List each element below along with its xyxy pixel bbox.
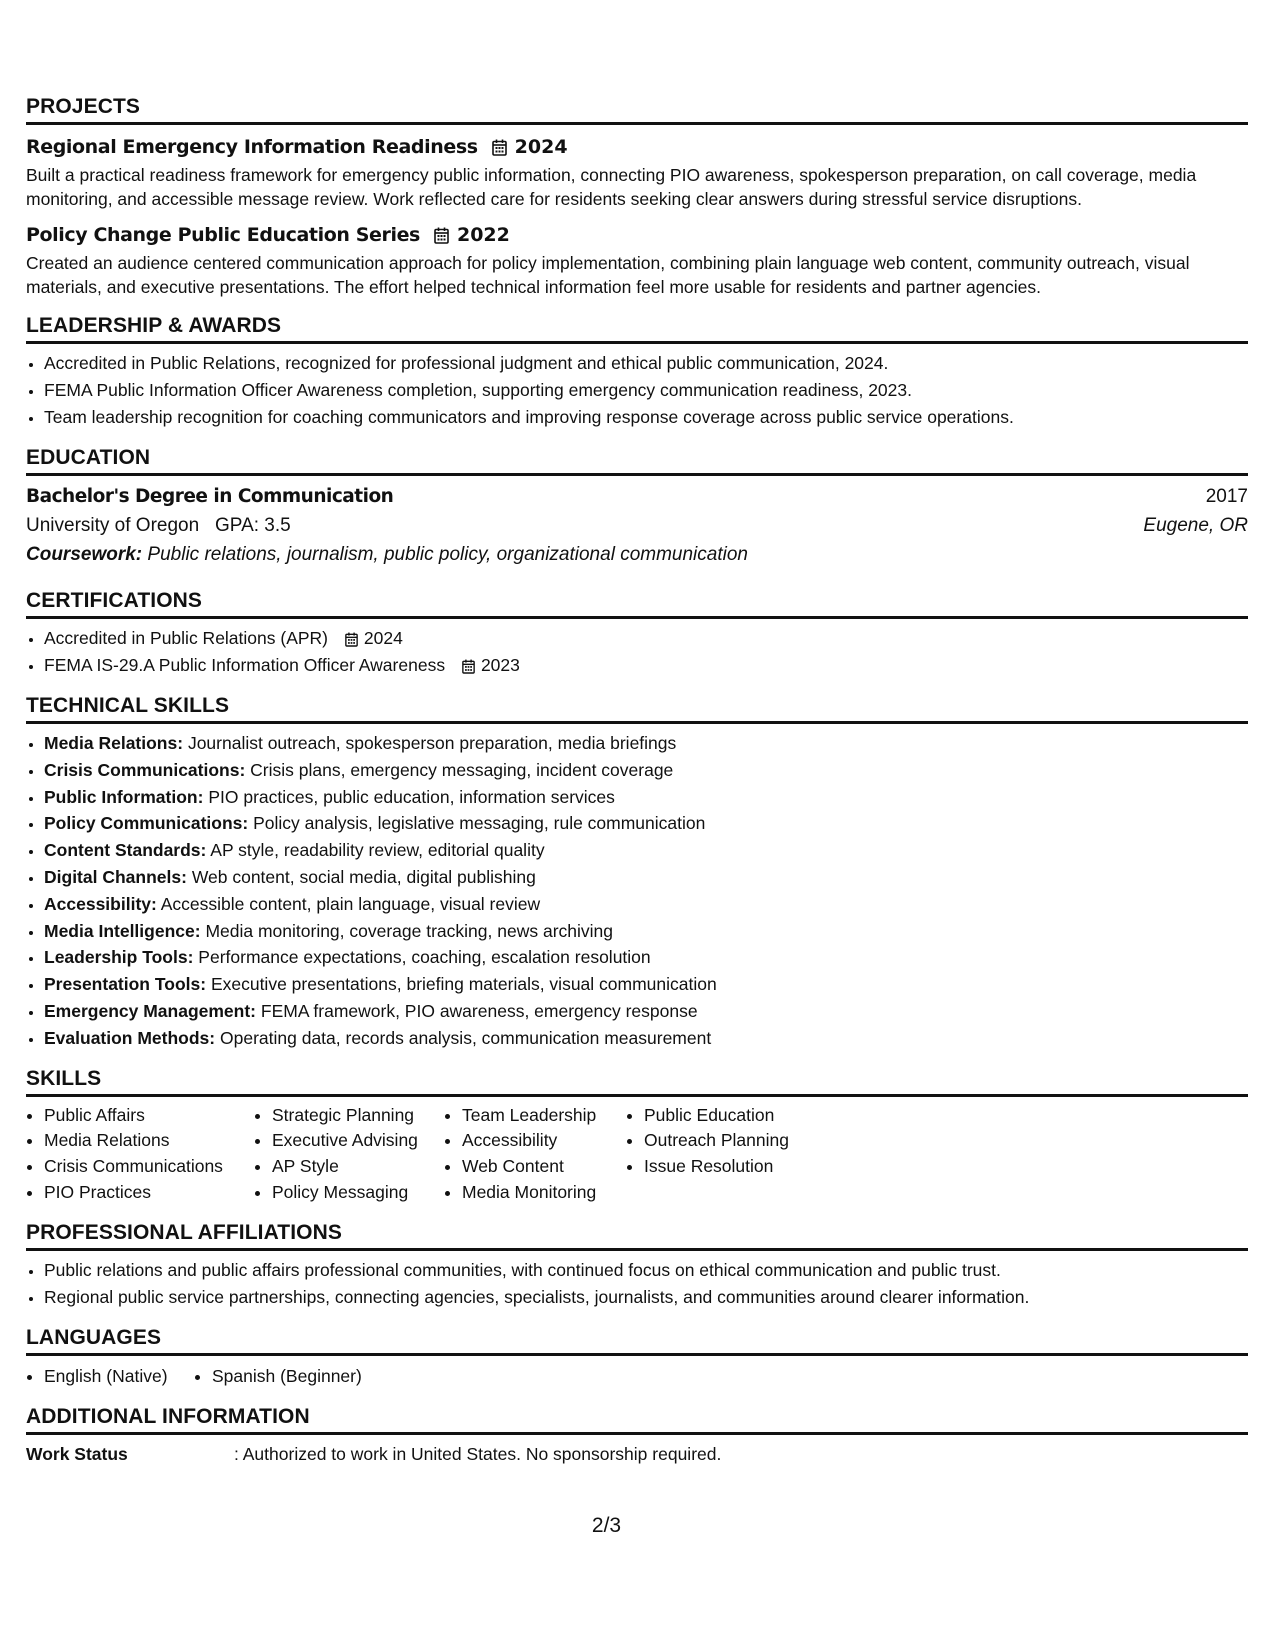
project-description: Created an audience centered communication approach for policy implementation, combining plain language web content, community outreach, visual materials, and executive presentations. The effort helped technical information feel more usable for residents and partner agencies. [26, 253, 1190, 297]
leadership-section [26, 313, 1248, 431]
skills-column [254, 1103, 444, 1206]
skill-item: • Outreach Planning [644, 1128, 844, 1154]
technical-skill-item [44, 864, 1248, 891]
page-number: 2/3 [591, 1514, 622, 1537]
section-heading-education: EDUCATION [26, 445, 1248, 476]
certification-year: 2023 [480, 655, 520, 675]
language-item: • Spanish (Beginner) [212, 1362, 362, 1390]
skill-label: Emergency Management: [44, 1000, 257, 1021]
school-location: Eugene, OR [1143, 515, 1248, 536]
additional-info-section [26, 1404, 1248, 1467]
skill-value: Accessible content, plain language, visual review [160, 893, 541, 914]
skill-item: • Strategic Planning [272, 1103, 444, 1129]
technical-skills-section [26, 693, 1248, 1052]
graduation-year: 2017 [1205, 486, 1248, 507]
coursework [26, 540, 1248, 570]
project-year: 2022 [456, 224, 510, 246]
certification-name: Accredited in Public Relations (APR) [44, 628, 329, 648]
skills-column [26, 1103, 254, 1206]
skill-value: PIO practices, public education, information services [208, 786, 615, 807]
calendar-icon [434, 227, 449, 244]
technical-skills-list [26, 730, 1248, 1052]
section-heading-certifications: CERTIFICATIONS [26, 588, 1248, 619]
certification-item [44, 652, 1248, 679]
skill-label: Media Relations: [44, 733, 184, 753]
certifications-section [26, 588, 1248, 679]
technical-skill-item [44, 757, 1248, 784]
technical-skill-item [44, 918, 1248, 945]
language-item: • English (Native) [44, 1362, 194, 1390]
skill-label: Crisis Communications: [44, 759, 246, 780]
skill-label: Policy Communications: [44, 813, 249, 834]
education-section [26, 445, 1248, 570]
gpa: GPA: 3.5 [215, 515, 291, 536]
certification-year: 2024 [363, 628, 403, 648]
technical-skill-item [44, 837, 1248, 864]
technical-skill-item [44, 998, 1248, 1025]
languages-section [26, 1325, 1248, 1390]
skill-label: Media Intelligence: [44, 920, 201, 941]
work-status-value: : Authorized to work in United States. No sponsorship required. [234, 1443, 722, 1464]
certification-name: FEMA IS-29.A Public Information Officer Awareness [44, 655, 446, 675]
coursework-text: Public relations, journalism, public policy, organizational communication [147, 544, 748, 565]
skill-label: Evaluation Methods: [44, 1027, 216, 1048]
skill-label: Digital Channels: [44, 866, 187, 887]
project-title: Regional Emergency Information Readiness [26, 136, 478, 158]
list-item: • Team leadership recognition for coaching communicators and improving response coverage across public service operations. [44, 404, 1248, 431]
skill-label: Accessibility: [44, 893, 157, 914]
skill-item: • Policy Messaging [272, 1180, 444, 1206]
project-item [26, 223, 1248, 299]
projects-section [26, 94, 1248, 299]
skill-label: Presentation Tools: [44, 974, 207, 995]
skill-item: • Public Education [644, 1103, 844, 1129]
skill-value: Journalist outreach, spokesperson preparation, media briefings [187, 733, 677, 753]
resume-page [26, 94, 1248, 1481]
list-item: • Regional public service partnerships, connecting agencies, specialists, journalists, and communities around clearer information. [44, 1284, 1248, 1311]
project-year: 2024 [514, 136, 568, 158]
skill-value: Performance expectations, coaching, escalation resolution [198, 947, 651, 968]
section-heading-projects: PROJECTS [26, 94, 1248, 125]
skill-item: • Media Relations [44, 1128, 254, 1154]
skill-value: FEMA framework, PIO awareness, emergency response [260, 1000, 698, 1021]
technical-skill-item [44, 730, 1248, 757]
skills-column [444, 1103, 626, 1206]
skill-item: • Public Affairs [44, 1103, 254, 1129]
skill-value: Crisis plans, emergency messaging, incident coverage [250, 759, 674, 780]
skills-grid [26, 1103, 1248, 1206]
school-name: University of Oregon [26, 515, 200, 536]
skill-item: • PIO Practices [44, 1180, 254, 1206]
section-heading-additional-info: ADDITIONAL INFORMATION [26, 1404, 1248, 1435]
skill-item: • Media Monitoring [462, 1180, 626, 1206]
skill-value: Operating data, records analysis, communication measurement [220, 1027, 712, 1048]
skill-label: Leadership Tools: [44, 947, 194, 968]
skills-column [626, 1103, 844, 1206]
section-heading-leadership: LEADERSHIP & AWARDS [26, 313, 1248, 344]
skill-label: Public Information: [44, 786, 204, 807]
project-item [26, 135, 1248, 211]
section-heading-skills: SKILLS [26, 1066, 1248, 1097]
skills-section [26, 1066, 1248, 1206]
coursework-label: Coursework: [26, 544, 143, 565]
list-item: • FEMA Public Information Officer Awareness completion, supporting emergency communication readiness, 2023. [44, 377, 1248, 404]
languages-row [26, 1362, 1248, 1390]
skill-item: • Crisis Communications [44, 1154, 254, 1180]
skill-label: Content Standards: [44, 840, 207, 861]
technical-skill-item [44, 891, 1248, 918]
skill-item: • Web Content [462, 1154, 626, 1180]
calendar-icon [345, 632, 358, 647]
skill-item: • Executive Advising [272, 1128, 444, 1154]
skill-item: • Accessibility [462, 1128, 626, 1154]
skill-value: Media monitoring, coverage tracking, news archiving [205, 920, 613, 941]
technical-skill-item [44, 784, 1248, 811]
technical-skill-item [44, 1025, 1248, 1052]
section-heading-languages: LANGUAGES [26, 1325, 1248, 1356]
list-item: • Public relations and public affairs professional communities, with continued focus on ethical communication and public trust. [44, 1257, 1248, 1284]
calendar-icon [462, 659, 475, 674]
project-description: Built a practical readiness framework for emergency public information, connecting PIO awareness, spokesperson preparation, on call coverage, media monitoring, and accessible message review. Work reflected care for residents seeking clear answers during stressful service disruptions. [26, 165, 1197, 209]
technical-skill-item [44, 810, 1248, 837]
skill-value: Executive presentations, briefing materials, visual communication [210, 974, 717, 995]
technical-skill-item [44, 944, 1248, 971]
skill-item: • AP Style [272, 1154, 444, 1180]
skill-value: Web content, social media, digital publishing [191, 866, 536, 887]
leadership-list [26, 350, 1248, 431]
skill-item: • Team Leadership [462, 1103, 626, 1129]
calendar-icon [492, 139, 507, 156]
technical-skill-item [44, 971, 1248, 998]
work-status-label: Work Status [26, 1443, 128, 1464]
certifications-list [26, 625, 1248, 679]
list-item: • Accredited in Public Relations, recognized for professional judgment and ethical public communication, 2024. [44, 350, 1248, 377]
project-title: Policy Change Public Education Series [26, 224, 420, 246]
section-heading-affiliations: PROFESSIONAL AFFILIATIONS [26, 1220, 1248, 1251]
skill-value: Policy analysis, legislative messaging, rule communication [253, 813, 706, 834]
affiliations-section [26, 1220, 1248, 1311]
affiliations-list [26, 1257, 1248, 1311]
section-heading-technical-skills: TECHNICAL SKILLS [26, 693, 1248, 724]
skill-item: • Issue Resolution [644, 1154, 844, 1180]
certification-item [44, 625, 1248, 652]
skill-value: AP style, readability review, editorial quality [210, 840, 545, 861]
degree-title: Bachelor's Degree in Communication [26, 486, 394, 507]
